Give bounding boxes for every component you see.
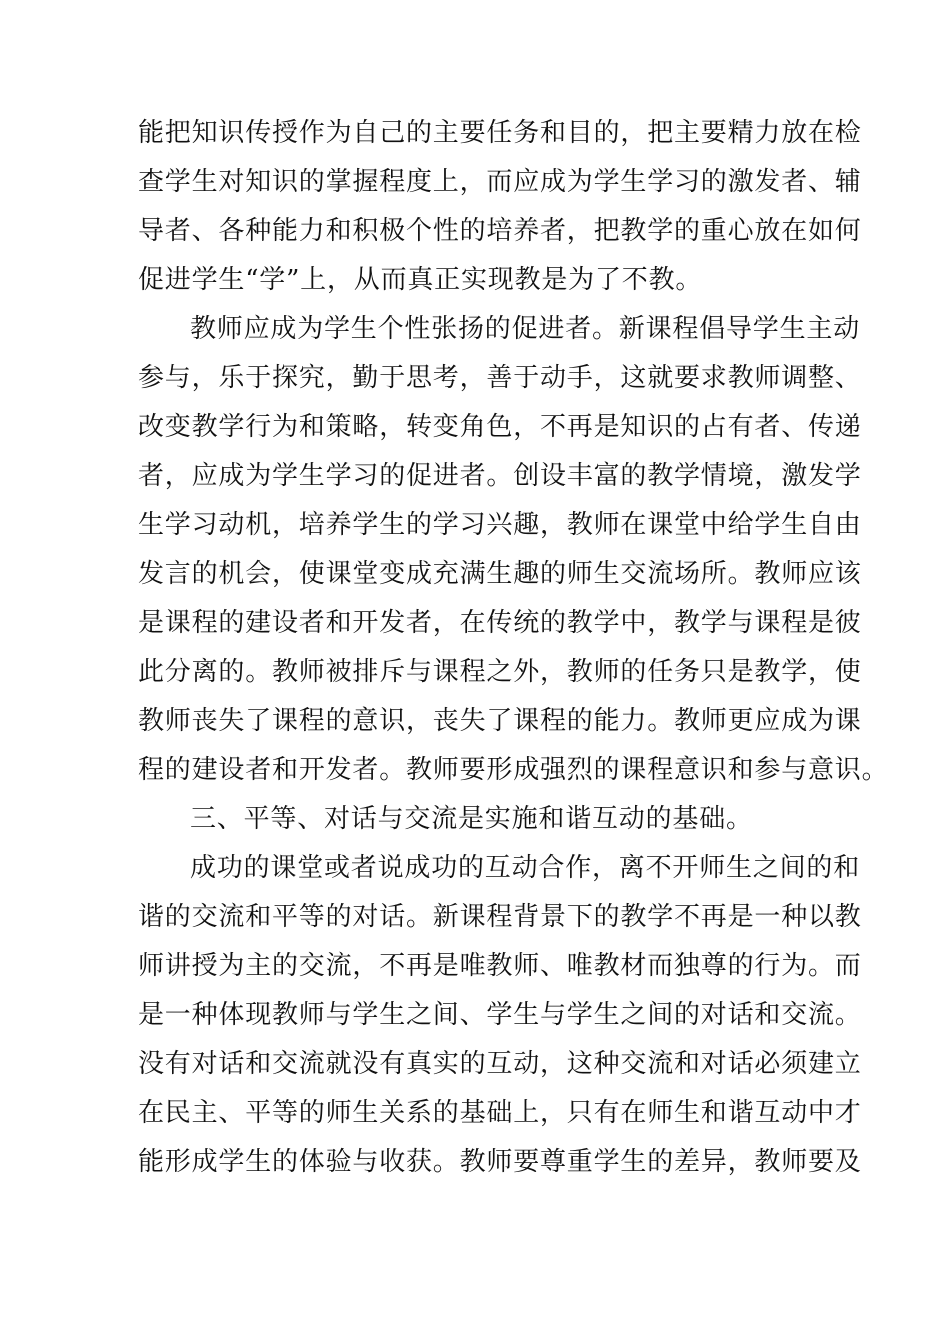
- text-line: 能把知识传授作为自己的主要任务和目的，把主要精力放在检: [138, 118, 862, 148]
- text-line: 发言的机会，使课堂变成充满生趣的师生交流场所。教师应该: [138, 559, 862, 589]
- text-line: 参与，乐于探究，勤于思考，善于动手，这就要求教师调整、: [138, 363, 862, 393]
- text-line: 程的建设者和开发者。教师要形成强烈的课程意识和参与意识。: [138, 755, 889, 785]
- text-line: 促进学生“学”上，从而真正实现教是为了不教。: [138, 265, 703, 295]
- text-line: 教师丧失了课程的意识，丧失了课程的能力。教师更应成为课: [138, 706, 862, 736]
- text-line: 者，应成为学生学习的促进者。创设丰富的教学情境，激发学: [138, 461, 862, 491]
- text-line: 师讲授为主的交流，不再是唯教师、唯教材而独尊的行为。而: [138, 951, 862, 981]
- body-text: [138, 109, 889, 1187]
- text-line: 生学习动机，培养学生的学习兴趣，教师在课堂中给学生自由: [138, 510, 862, 540]
- section-heading: 三、平等、对话与交流是实施和谐互动的基础。: [190, 804, 753, 834]
- text-line: 导者、各种能力和积极个性的培养者，把教学的重心放在如何: [138, 216, 862, 246]
- text-line: 是一种体现教师与学生之间、学生与学生之间的对话和交流。: [138, 1000, 862, 1030]
- text-line: 在民主、平等的师生关系的基础上，只有在师生和谐互动中才: [138, 1098, 862, 1128]
- text-line: 能形成学生的体验与收获。教师要尊重学生的差异，教师要及: [138, 1147, 862, 1177]
- paragraph-first-line: 成功的课堂或者说成功的互动合作，离不开师生之间的和: [190, 853, 861, 883]
- text-line: 是课程的建设者和开发者，在传统的教学中，教学与课程是彼: [138, 608, 862, 638]
- text-line: 此分离的。教师被排斥与课程之外，教师的任务只是教学，使: [138, 657, 862, 687]
- text-line: 改变教学行为和策略，转变角色，不再是知识的占有者、传递: [138, 412, 862, 442]
- text-line: 没有对话和交流就没有真实的互动，这种交流和对话必须建立: [138, 1049, 862, 1079]
- text-line: 查学生对知识的掌握程度上，而应成为学生学习的激发者、辅: [138, 167, 862, 197]
- text-line: 谐的交流和平等的对话。新课程背景下的教学不再是一种以教: [138, 902, 862, 932]
- paragraph-first-line: 教师应成为学生个性张扬的促进者。新课程倡导学生主动: [190, 314, 861, 344]
